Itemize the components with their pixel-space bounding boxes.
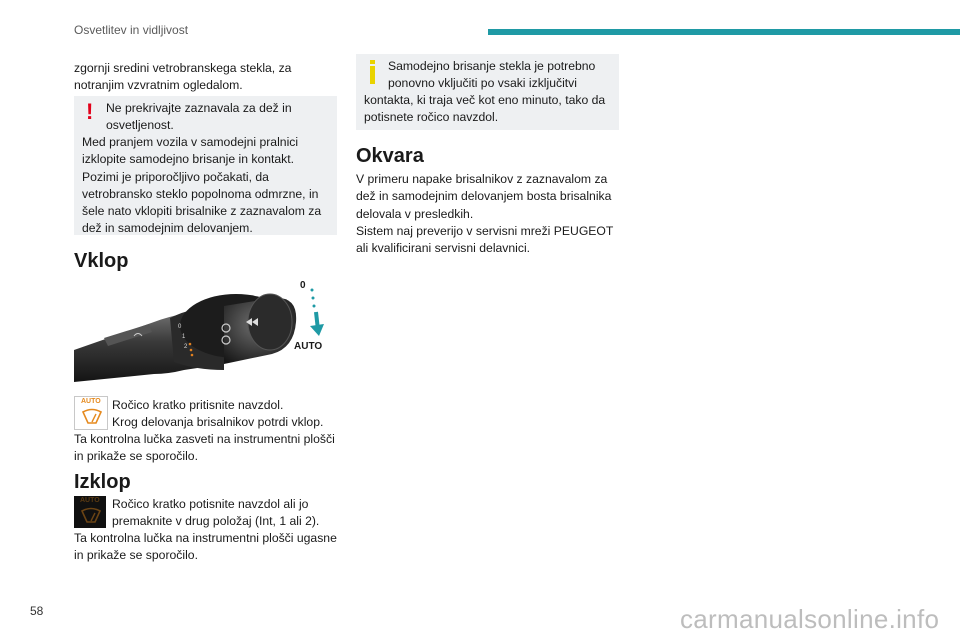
text-line: osvetljenost. [106, 118, 174, 133]
text-line: Pozimi je priporočljivo počakati, da [82, 169, 269, 184]
intro-paragraph [74, 60, 339, 95]
text-line: ali kvalificirani servisni delavnici. [356, 241, 531, 256]
text-line: Samodejno brisanje stekla je potrebno [388, 59, 596, 73]
text-line: delovala v presledkih. [356, 206, 474, 221]
text-line: V primeru napake brisalnikov z zaznavalom za [356, 172, 608, 186]
auto-wiper-warning-icon [74, 396, 108, 430]
text-line: zgornji sredini vetrobranskega stekla, za [74, 61, 292, 75]
text-line: Sistem naj preverijo v servisni mreži PEUGEOT [356, 223, 614, 238]
text-line: Ročico kratko potisnite navzdol ali jo [112, 497, 309, 511]
position-label-auto: AUTO [294, 341, 323, 352]
text-line: šele nato vklopiti brisalnike z zaznavalom za [82, 204, 322, 219]
watermark: carmanualsonline.info [680, 604, 940, 634]
heading-okvara: Okvara [356, 145, 424, 167]
svg-text:2: 2 [184, 344, 188, 350]
info-icon [370, 66, 375, 84]
text-line: potisnete ročico navzdol. [364, 110, 499, 125]
text-line: Ta kontrolna lučka na instrumentni plošči ugasne [74, 531, 337, 545]
text-line: kontakta, ki traja več kot eno minuto, tako da [364, 93, 606, 107]
svg-text:0: 0 [178, 324, 182, 330]
exclamation-icon: ! [86, 99, 94, 124]
text-line: vetrobransko steklo popolnoma odmrzne, in [82, 186, 319, 201]
text-line: ponovno vključiti po vsaki izključitvi [388, 76, 577, 91]
text-line: notranjim vzvratnim ogledalom. [74, 78, 243, 93]
position-label-0: 0 [300, 280, 306, 291]
info-note [356, 54, 619, 130]
text-line: dež in samodejnim delovanjem bosta brisalnika [356, 189, 612, 204]
auto-wiper-off-icon [74, 496, 106, 528]
icon-label: AUTO [80, 497, 100, 504]
info-icon-dot [370, 60, 375, 64]
text-line: dež in samodejnim delovanjem. [82, 221, 253, 236]
text-line: izklopite samodejno brisanje in kontakt. [82, 152, 295, 167]
icon-label: AUTO [81, 398, 101, 405]
text-line: premaknite v drug položaj (Int, 1 ali 2). [112, 514, 320, 529]
text-line: Krog delovanja brisalnikov potrdi vklop. [112, 415, 324, 430]
text-line: Ta kontrolna lučka zasveti na instrumentni plošči [74, 432, 335, 446]
text-line: Ne prekrivajte zaznavala za dež in [106, 101, 292, 115]
section-title: Osvetlitev in vidljivost [74, 23, 189, 37]
text-line: in prikaže se sporočilo. [74, 548, 198, 563]
heading-vklop: Vklop [74, 250, 129, 272]
text-line: in prikaže se sporočilo. [74, 449, 198, 464]
header-accent-bar [488, 29, 960, 35]
text-line: Ročico kratko pritisnite navzdol. [112, 398, 284, 412]
page-number: 58 [30, 604, 44, 618]
wiper-stalk-figure [74, 278, 330, 384]
svg-text:1: 1 [182, 334, 186, 340]
text-line: Med pranjem vozila v samodejni pralnici [82, 135, 299, 149]
warning-note [74, 96, 337, 235]
heading-izklop: Izklop [74, 471, 131, 493]
okvara-paragraph [356, 171, 631, 257]
